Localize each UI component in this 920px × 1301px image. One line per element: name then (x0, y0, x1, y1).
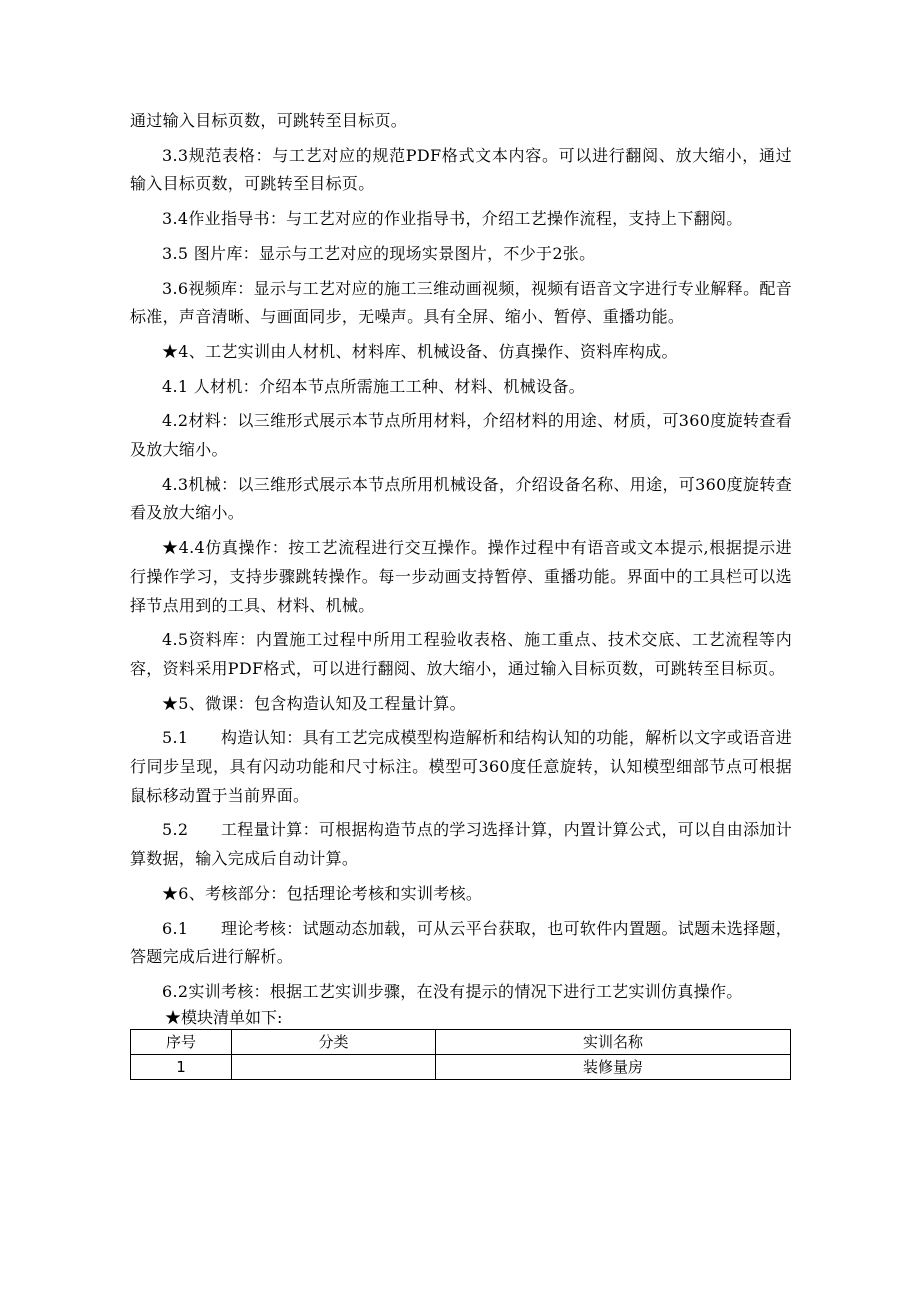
cell-category (232, 1054, 436, 1079)
document-body (130, 107, 792, 1080)
paragraph-6-2: 6.2实训考核：根据工艺实训步骤，在没有提示的情况下进行工艺实训仿真操作。 (162, 981, 743, 1001)
cell-name: 装修量房 (436, 1054, 791, 1079)
paragraph-5-2: 5.2 工程量计算：可根据构造节点的学习选择计算，内置计算公式，可以自由添加计算数据，输入完成后自动计算。 (130, 820, 792, 869)
heading-6: ★6、考核部分：包括理论考核和实训考核。 (162, 883, 483, 903)
paragraph-4-4: ★4.4仿真操作：按工艺流程进行交互操作。操作过程中有语音或文本提示,根据提示进行操作学习，支持步骤跳转操作。每一步动画支持暂停、重播功能。界面中的工具栏可以选择节点用到的工具、材料、机械。 (130, 538, 792, 615)
table-header-row (131, 1029, 791, 1054)
column-header-name: 实训名称 (436, 1029, 791, 1054)
heading-5: ★5、微课：包含构造认知及工程量计算。 (162, 693, 466, 713)
paragraph-6-1: 6.1 理论考核：试题动态加载，可从云平台获取，也可软件内置题。试题未选择题，答题完成后进行解析。 (130, 918, 792, 967)
module-list-title: ★模块清单如下: (165, 1007, 283, 1027)
paragraph-4-5: 4.5资料库：内置施工过程中所用工程验收表格、施工重点、技术交底、工艺流程等内容，资料采用PDF格式，可以进行翻阅、放大缩小，通过输入目标页数，可跳转至目标页。 (130, 630, 792, 678)
paragraph-3-4: 3.4作业指导书：与工艺对应的作业指导书，介绍工艺操作流程，支持上下翻阅。 (162, 209, 743, 229)
column-header-category: 分类 (232, 1029, 436, 1054)
cell-index: 1 (131, 1054, 232, 1079)
paragraph-5-1: 5.1 构造认知：具有工艺完成模型构造解析和结构认知的功能，解析以文字或语音进行同步呈现，具有闪动功能和尺寸标注。模型可360度任意旋转，认知模型细部节点可根据鼠标移动置于当前界面。 (130, 728, 792, 805)
paragraph-4-3: 4.3机械：以三维形式展示本节点所用机械设备，介绍设备名称、用途，可360度旋转查看及放大缩小。 (130, 474, 792, 523)
paragraph-4-2: 4.2材料：以三维形式展示本节点所用材料，介绍材料的用途、材质，可360度旋转查看及放大缩小。 (130, 411, 792, 460)
paragraph-3-5: 3.5 图片库：显示与工艺对应的现场实景图片，不少于2张。 (162, 243, 596, 263)
paragraph-4-1: 4.1 人材机：介绍本节点所需施工工种、材料、机械设备。 (162, 376, 585, 396)
paragraph-3-6: 3.6视频库：显示与工艺对应的施工三维动画视频，视频有语音文字进行专业解释。配音标准，声音清晰、与画面同步，无噪声。具有全屏、缩小、暂停、重播功能。 (130, 278, 792, 327)
table-row (131, 1054, 791, 1079)
column-header-index: 序号 (131, 1029, 232, 1054)
paragraph-3-2-continued: 通过输入目标页数，可跳转至目标页。 (130, 111, 408, 130)
module-list-table (130, 1029, 791, 1080)
heading-4: ★4、工艺实训由人材机、材料库、机械设备、仿真操作、资料库构成。 (162, 341, 678, 361)
paragraph-3-3: 3.3规范表格：与工艺对应的规范PDF格式文本内容。可以进行翻阅、放大缩小，通过输入目标页数，可跳转至目标页。 (130, 145, 792, 194)
